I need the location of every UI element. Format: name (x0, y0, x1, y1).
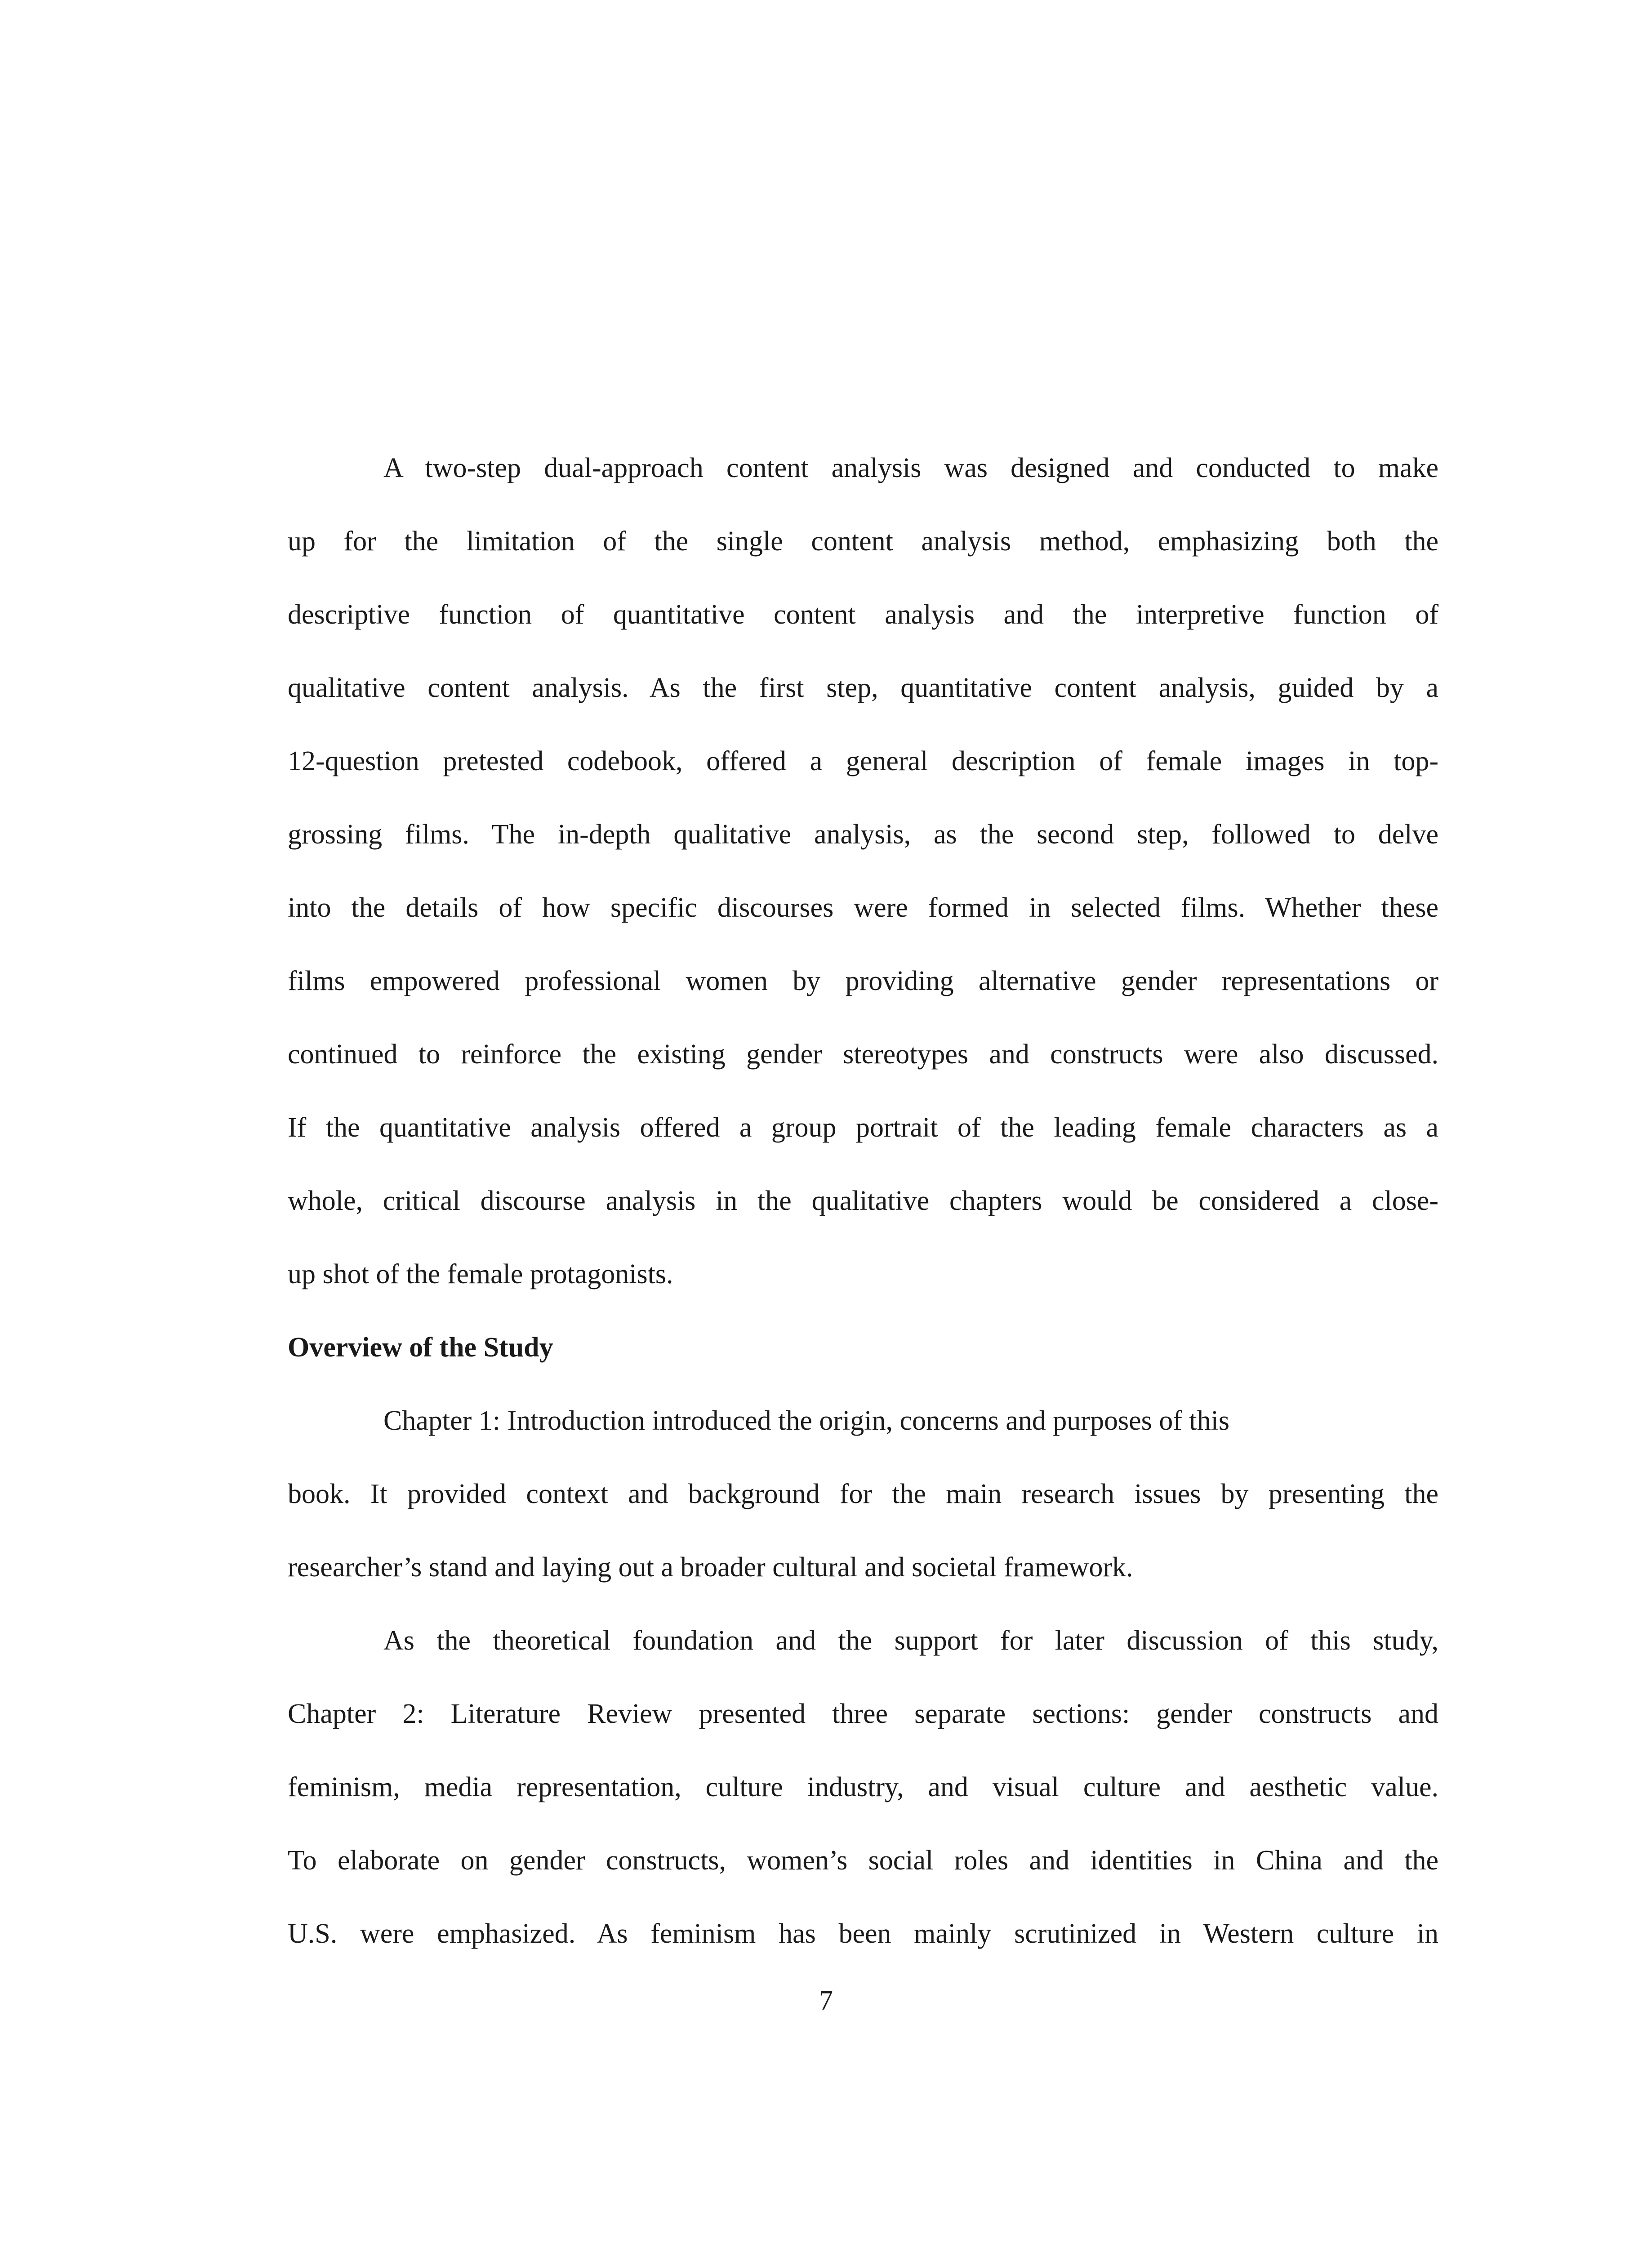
text-line: researcher’s stand and laying out a broader cultural and societal framework. (288, 1552, 1133, 1583)
text-line: As the theoretical foundation and the support for later discussion of this study, (383, 1625, 1438, 1656)
text-line: feminism, media representation, culture industry, and visual culture and aesthetic value. (288, 1772, 1438, 1802)
text-line: qualitative content analysis. As the first step, quantitative content analysis, guided by a (288, 673, 1438, 703)
text-line: If the quantitative analysis offered a group portrait of the leading female characters as a (288, 1112, 1438, 1143)
text-line: descriptive function of quantitative content analysis and the interpretive function of (288, 599, 1438, 630)
text-line: A two-step dual-approach content analysis was designed and conducted to make (383, 453, 1438, 483)
text-line: into the details of how specific discourses were formed in selected films. Whether these (288, 892, 1438, 923)
text-line: grossing films. The in-depth qualitative analysis, as the second step, followed to delve (288, 819, 1438, 850)
text-line: whole, critical discourse analysis in the qualitative chapters would be considered a close- (288, 1186, 1438, 1216)
text-line: Chapter 1: Introduction introduced the origin, concerns and purposes of this (383, 1405, 1229, 1436)
body-text (288, 432, 1438, 1971)
text-line: book. It provided context and background for the main research issues by presenting the (288, 1479, 1438, 1509)
paragraph-dual-approach (288, 432, 1438, 1311)
page-number: 7 (819, 1985, 833, 2016)
text-line: up shot of the female protagonists. (288, 1259, 673, 1289)
text-line: films empowered professional women by providing alternative gender representations or (288, 966, 1438, 996)
text-line: U.S. were emphasized. As feminism has been mainly scrutinized in Western culture in (288, 1918, 1438, 1949)
text-line: Chapter 2: Literature Review presented three separate sections: gender constructs and (288, 1699, 1438, 1729)
text-line: To elaborate on gender constructs, women’s social roles and identities in China and the (288, 1845, 1438, 1876)
text-line: up for the limitation of the single content analysis method, emphasizing both the (288, 526, 1438, 557)
paragraph-chapter-2 (288, 1604, 1438, 1971)
paragraph-chapter-1 (288, 1384, 1438, 1604)
text-line: continued to reinforce the existing gender stereotypes and constructs were also discussed. (288, 1039, 1438, 1070)
text-line: 12-question pretested codebook, offered a general description of female images in top- (288, 746, 1438, 776)
section-heading: Overview of the Study (288, 1332, 553, 1363)
